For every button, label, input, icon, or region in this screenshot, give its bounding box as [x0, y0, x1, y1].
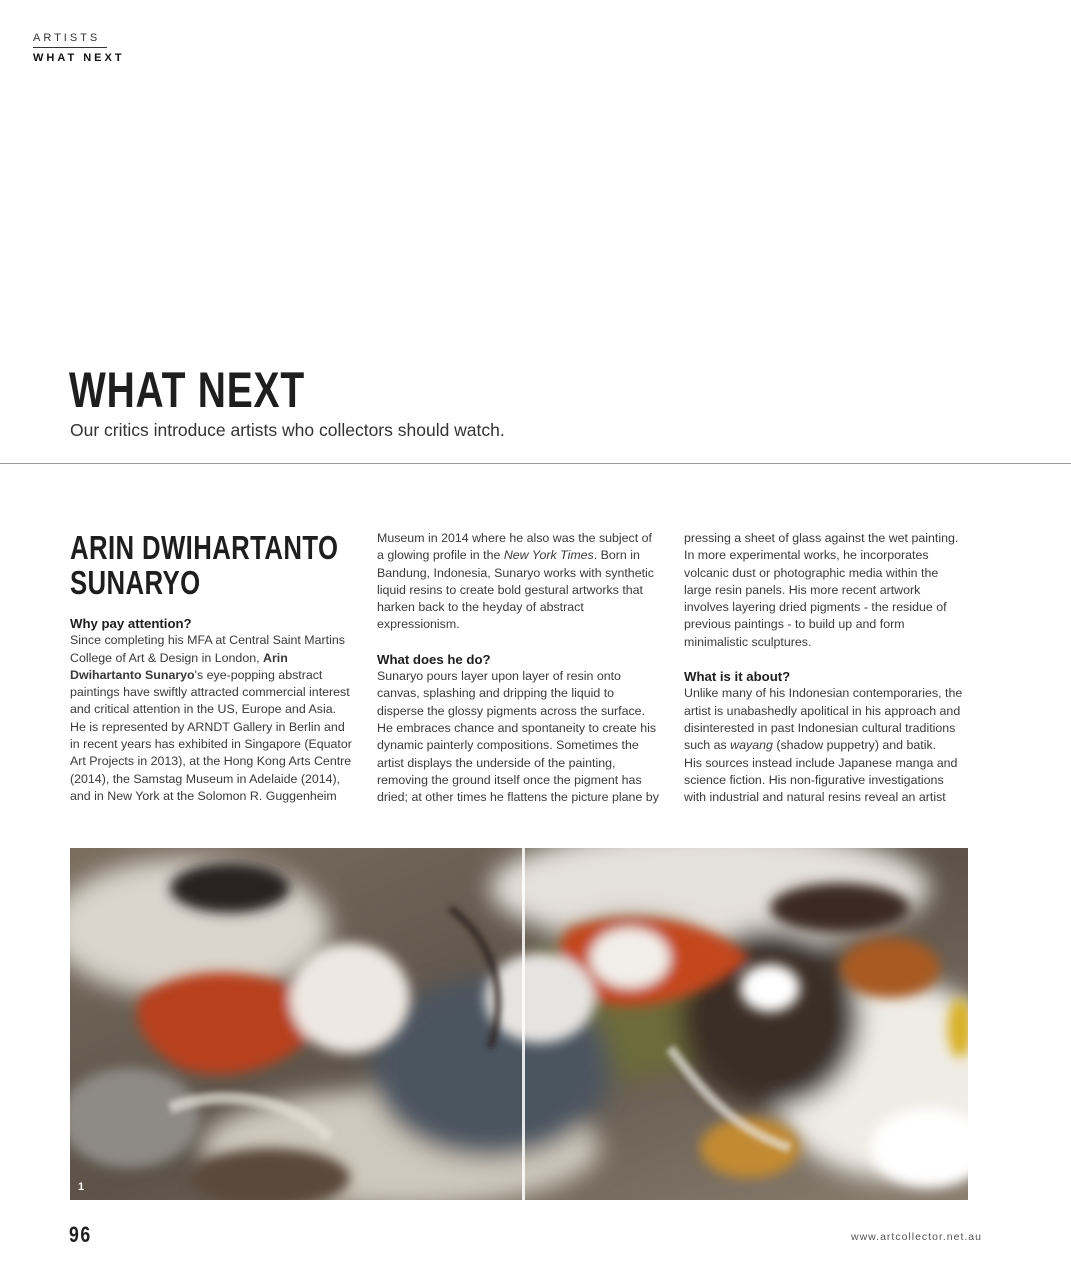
body-text: Unlike many of his Indonesian contemporaries, the artist is unabashedly apolitical in his approach and disinterested in past Indonesian cultural traditions such as	[684, 686, 963, 753]
body-text: 's eye-popping abstract paintings have swiftly attracted commercial interest and critical attention in the US, Europe and Asia. He is represented by ARNDT Gallery in Berlin and in recent years has exhibited in Singapore (Equator Art Projects in 2013), at the Hong Kong Arts Centre (2014), the Samstag Museum in Adelaide (2014), and in New York at the Solomon R. Guggenheim	[70, 667, 352, 803]
body-paragraph: His sources instead include Japanese manga and science fiction. His non-figurative investigations with industrial and natural resins reveal an artist	[684, 755, 958, 805]
body-paragraph	[70, 632, 354, 805]
question-heading: Why pay attention?	[70, 616, 192, 631]
page-number: 96	[69, 1222, 92, 1247]
subsection-label: WHAT NEXT	[33, 52, 125, 64]
feature-title: WHAT NEXT	[69, 362, 305, 418]
body-text: (shadow puppetry) and batik.	[772, 738, 937, 753]
artist-name	[70, 529, 339, 601]
article-column-1	[70, 530, 354, 805]
artist-name-inline: Arin Dwihartanto Sunaryo	[70, 650, 288, 682]
plate-number: 1	[78, 1181, 85, 1193]
question-heading: What is it about?	[684, 669, 791, 685]
article-column-2	[377, 530, 661, 806]
abstract-resin-painting	[70, 848, 968, 1200]
body-text: Since completing his MFA at Central Saint Martins College of Art & Design in London,	[70, 633, 345, 665]
body-paragraph: Museum in 2014 where he also was the subject of a glowing profile in the New York Times. Born in Bandung, Indonesia, Sunaryo works with synthetic liquid resins to create bold gestural artworks that harken back to the heyday of abstract expressionism.	[377, 531, 654, 632]
article-column-3	[684, 530, 968, 806]
question-heading: What does he do?	[377, 651, 491, 667]
feature-standfirst: Our critics introduce artists who collectors should watch.	[70, 420, 505, 440]
technique-term: wayang	[730, 738, 773, 753]
website-url: www.artcollector.net.au	[851, 1231, 982, 1243]
artwork-image	[70, 848, 968, 1200]
body-paragraph: Sunaryo pours layer upon layer of resin onto canvas, splashing and dripping the liquid to disperse the glossy pigments across the surface. He embraces chance and spontaneity to create his dynamic painterly compositions. Sometimes the artist displays the underside of the painting, removing the ground itself once the pigment has dried; at other times he flattens the picture plane by	[377, 669, 659, 805]
paragraph-gap	[684, 651, 968, 668]
artist-name-line-2: SUNARYO	[70, 564, 201, 601]
section-divider	[33, 47, 107, 48]
section-label: ARTISTS	[33, 32, 101, 44]
body-paragraph: pressing a sheet of glass against the wet painting. In more experimental works, he incorporates volcanic dust or photographic media within the large resin panels. His more recent artwork involves layering dried pigments - the residue of previous paintings - to build up and form minimalistic sculptures.	[684, 531, 959, 649]
body-paragraph	[684, 685, 968, 754]
artist-name-line-1: ARIN DWIHARTANTO	[70, 529, 339, 566]
paragraph-gap	[377, 634, 661, 651]
title-divider	[0, 463, 1071, 464]
